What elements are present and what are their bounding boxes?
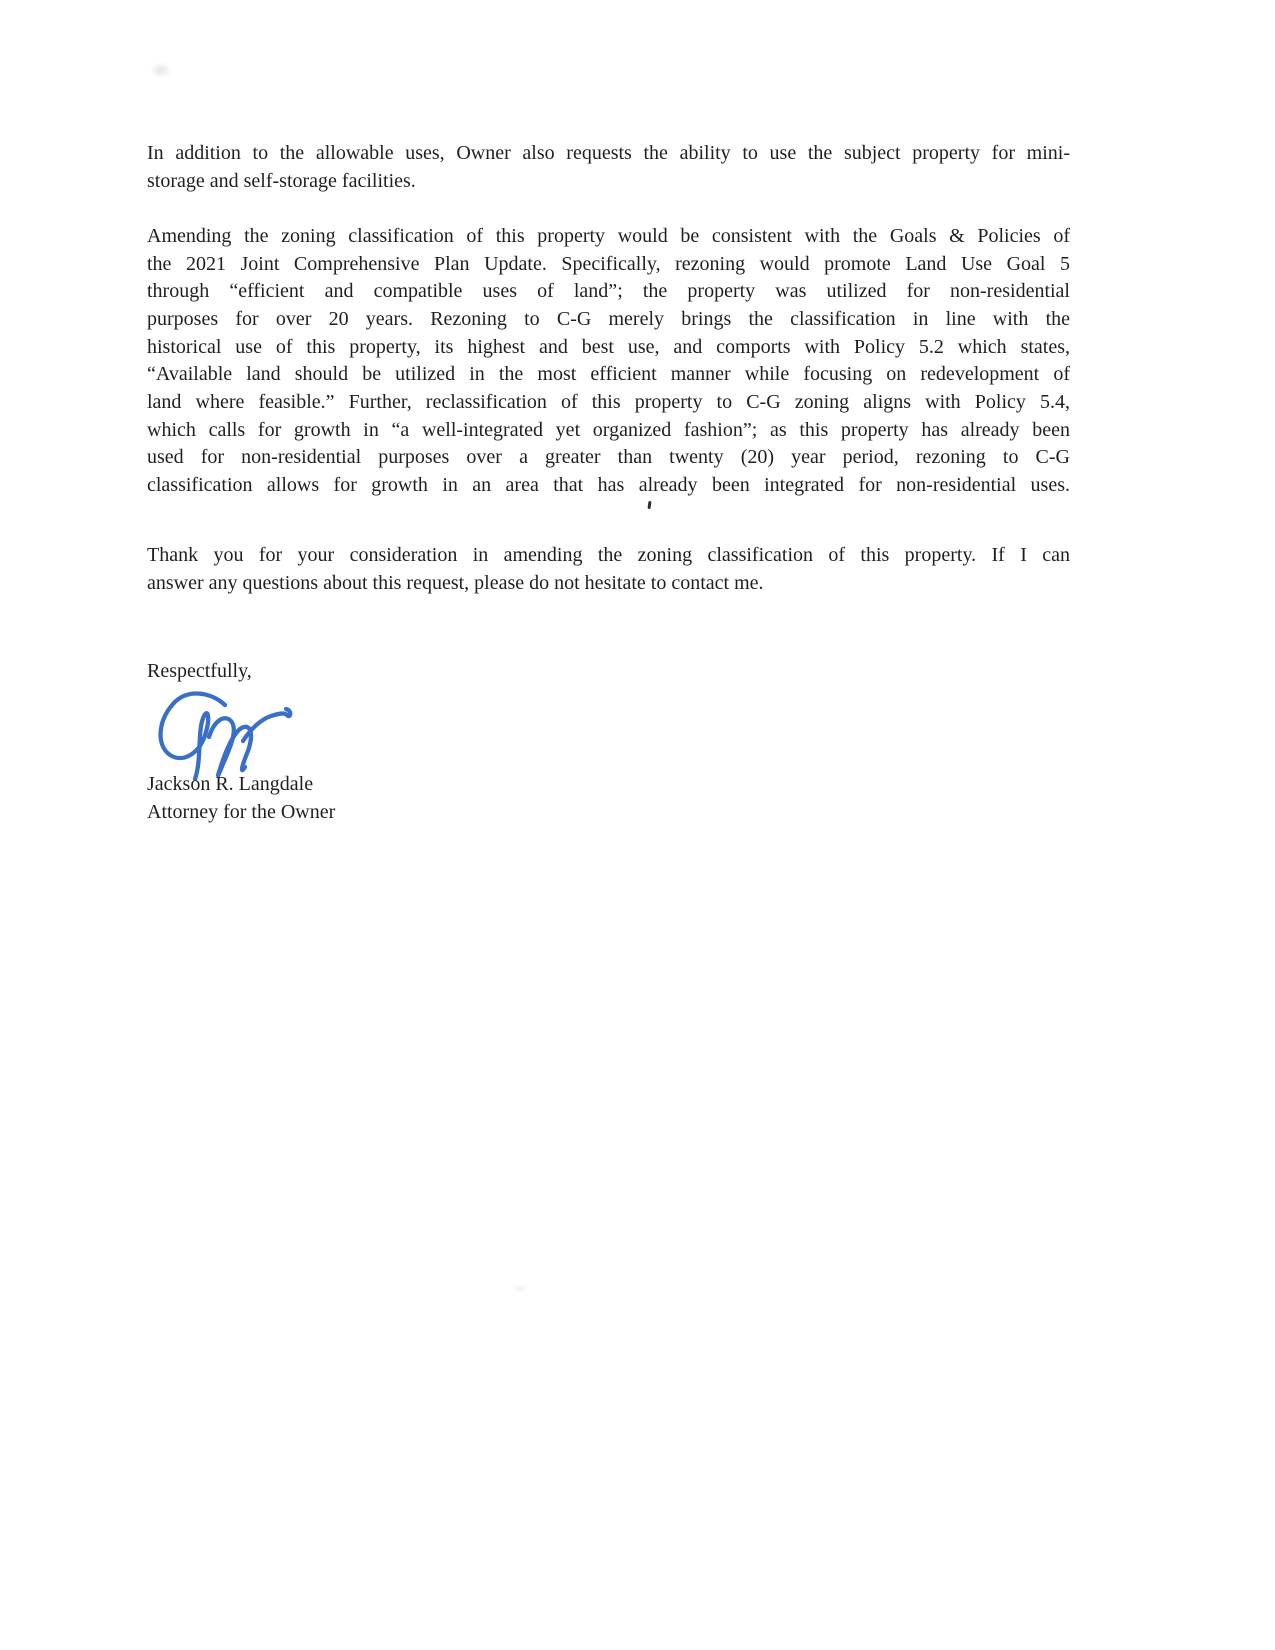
- text-line: through “efficient and compatible uses of land”; the property was utilized for non-residential: [147, 280, 1070, 303]
- text-line: “Available land should be utilized in the most efficient manner while focusing on redevelopment of: [147, 363, 1070, 386]
- text-line: In addition to the allowable uses, Owner also requests the ability to use the subject property for mini-: [147, 142, 1070, 164]
- signer-title: Attorney for the Owner: [147, 801, 336, 823]
- signer-name: Jackson R. Langdale: [147, 773, 314, 795]
- stray-ink-mark: [647, 501, 651, 509]
- text-line: purposes for over 20 years. Rezoning to C-G merely brings the classification in line with the: [147, 307, 1070, 330]
- signature-stroke: [161, 694, 225, 779]
- text-line: historical use of this property, its highest and best use, and comports with Policy 5.2 which states,: [147, 335, 1070, 358]
- scan-smudge: [150, 62, 172, 78]
- signature-stroke: [209, 718, 251, 775]
- text-line: used for non-residential purposes over a greater than twenty (20) year period, rezoning to C-G: [147, 446, 1070, 469]
- text-line: land where feasible.” Further, reclassification of this property to C-G zoning aligns with Policy 5.4,: [147, 390, 1070, 413]
- paragraph-intro: [147, 140, 1070, 195]
- signature-block: [147, 770, 1070, 826]
- text-line: classification allows for growth in an area that has already been integrated for non-residential uses.: [147, 473, 1070, 496]
- text-line: Amending the zoning classification of this property would be consistent with the Goals & Policies of: [147, 225, 1070, 247]
- text-line: which calls for growth in “a well-integrated yet organized fashion”; as this property has already been: [147, 418, 1070, 441]
- closing-line: Respectfully,: [147, 660, 252, 682]
- text-line: Thank you for your consideration in amending the zoning classification of this property. If I can: [147, 544, 1070, 566]
- text-line: the 2021 Joint Comprehensive Plan Update. Specifically, rezoning would promote Land Use Goal 5: [147, 252, 1070, 275]
- text-line: storage and self-storage facilities.: [147, 169, 416, 192]
- paragraph-zoning-argument: [147, 223, 1070, 500]
- paragraph-thanks: [147, 542, 1070, 597]
- scan-smudge: [512, 1284, 528, 1293]
- text-line: answer any questions about this request, please do not hesitate to contact me.: [147, 571, 764, 594]
